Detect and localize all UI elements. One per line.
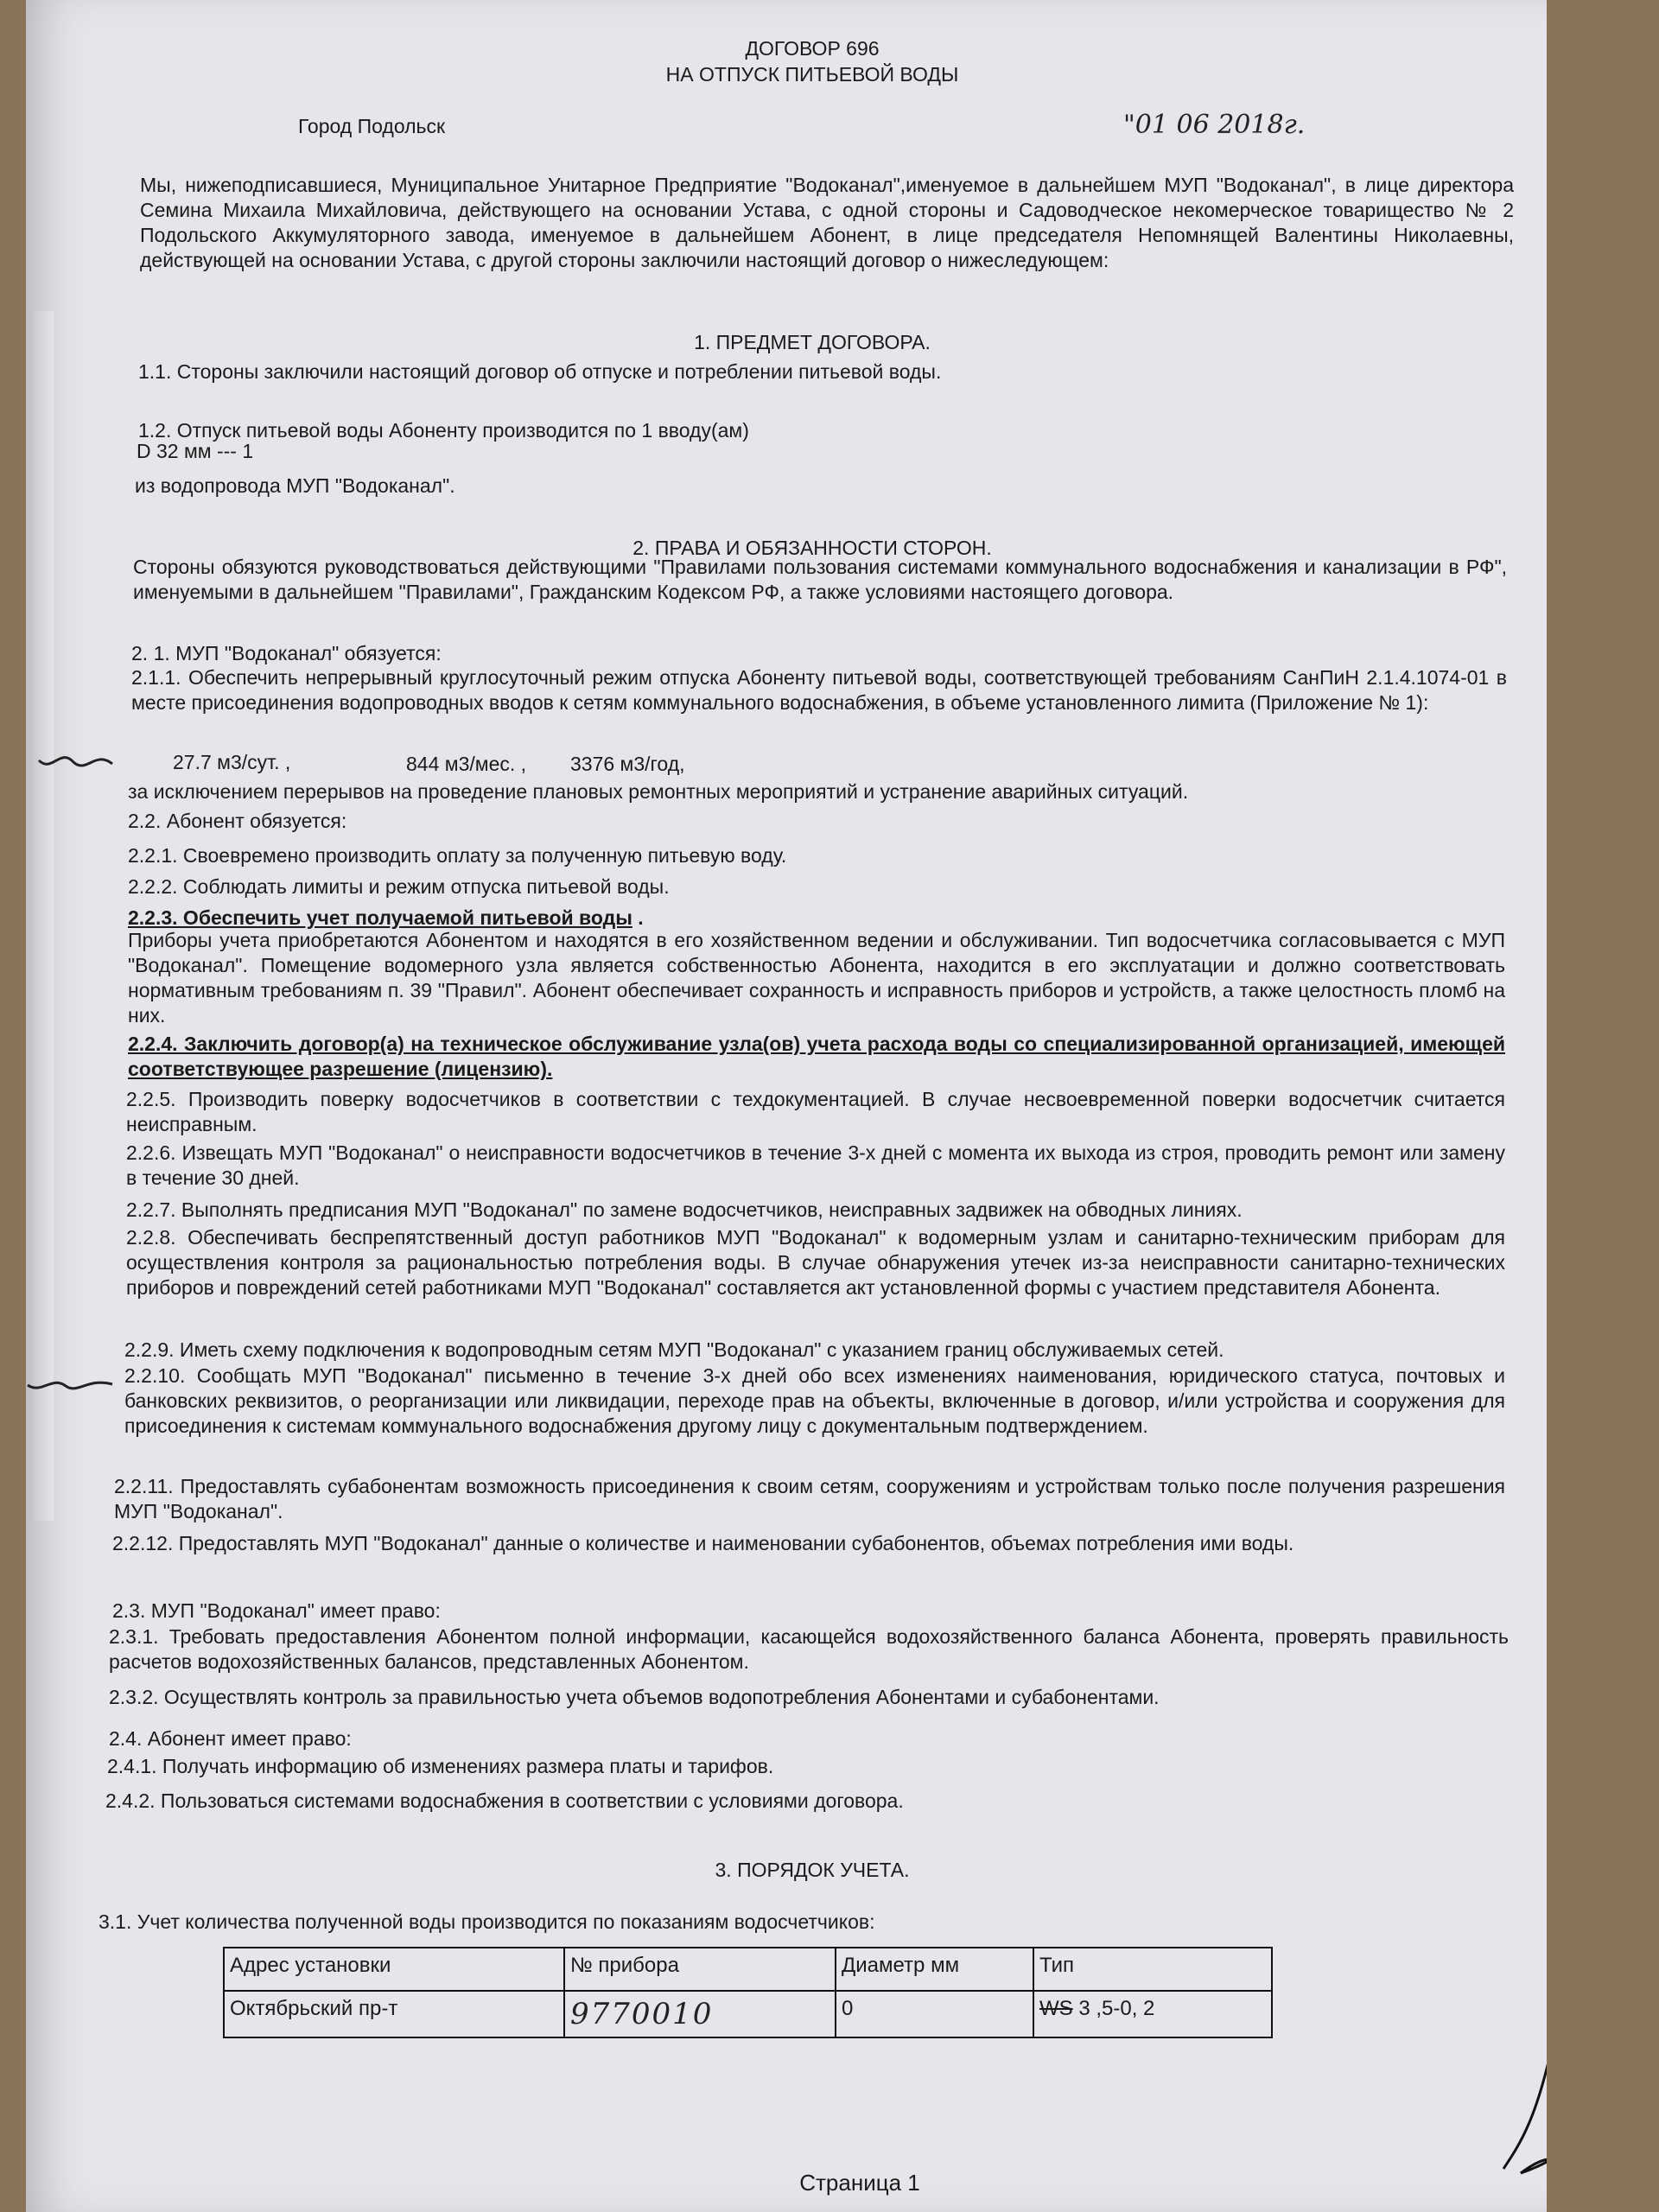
clause-2-3-1: 2.3.1. Требовать предоставления Абонентом полной информации, касающейся водохозяйственного баланса Абонента, проверять правильность расчетов водохозяйственных балансов, представленных Абонентом.: [109, 1625, 1509, 1673]
table-cell: [1033, 1991, 1272, 2037]
table-header-cell: Адрес установки: [224, 1948, 564, 1991]
struck-type-text: WS: [1039, 1997, 1073, 2020]
clause-2-4-2: 2.4.2. Пользоваться системами водоснабжения в соответствии с условиями договора.: [105, 1789, 904, 1812]
meter-type: 3 ,5-0, 2: [1078, 1997, 1155, 2020]
table-cell: 0: [836, 1991, 1033, 2037]
water-source: из водопровода МУП "Водоканал".: [135, 474, 455, 497]
contract-title: ДОГОВОР 696: [745, 37, 880, 60]
clause-3-1: 3.1. Учет количества полученной воды производится по показаниям водосчетчиков:: [99, 1910, 875, 1933]
clause-2-2-1: 2.2.1. Своевремено производить оплату за полученную питьевую воду.: [128, 844, 787, 867]
clause-2-2: 2.2. Абонент обязуется:: [128, 810, 347, 832]
table-header-cell: Диаметр мм: [836, 1948, 1033, 1991]
clause-2-2-5: 2.2.5. Производить поверку водосчетчиков в соответствии с техдокументацией. В случае несвоевременной поверки водосчетчик считается неисправным.: [126, 1088, 1505, 1135]
clause-1-1: 1.1. Стороны заключили настоящий договор об отпуске и потреблении питьевой воды.: [138, 360, 942, 383]
handwritten-date: "01 06 2018г.: [1123, 110, 1306, 140]
section2-intro: Стороны обязуются руководствоваться действующими "Правилами пользования системами коммунального водоснабжения и канализации в РФ", именуемыми в дальнейшем "Правилами", Гражданским Кодексом РФ, а также условиями настоящего договора.: [133, 556, 1507, 603]
clause-2-2-11: 2.2.11. Предоставлять субабонентам возможность присоединения к своим сетям, сооружениям и устройствам только после получения разрешения МУП "Водоканал".: [114, 1475, 1505, 1522]
clause-2-2-3-dot: .: [632, 906, 644, 929]
clause-2-3-2: 2.3.2. Осуществлять контроль за правильностью учета объемов водопотребления Абонентами и субабонентами.: [109, 1686, 1160, 1708]
margin-mark-icon: [35, 743, 130, 778]
meters-table: [223, 1947, 1273, 2038]
intro-paragraph: Мы, нижеподписавшиеся, Муниципальное Унитарное Предприятие "Водоканал",именуемое в дальнейшем МУП "Водоканал", в лице директора Семина Михаила Михайловича, действующего на основании Устава, с одной стороны и Садоводческое некомерческое товарищество № 2 Подольского Аккумуляторного завода, именуемое в дальнейшем Абонент, в лице председателя Непомнящей Валентины Николаевны, действующей на основании Устава, с другой стороны заключили настоящий договор о нижеследующем:: [140, 174, 1514, 271]
clause-2-1: 2. 1. МУП "Водоканал" обязуется:: [131, 642, 442, 664]
contract-subtitle: НА ОТПУСК ПИТЬЕВОЙ ВОДЫ: [665, 63, 959, 86]
paper-fold: [33, 311, 54, 1521]
clause-2-2-3-body: Приборы учета приобретаются Абонентом и находятся в его хозяйственном ведении и обслуживании. Тип водосчетчика согласовывается с МУП "Водоканал". Помещение водомерного узла является собственностью Абонента, находится в его эксплуатации и должно соответствовать нормативным требованиям п. 39 "Правил". Абонент обеспечивает сохранность и исправность приборов и устройств, а также целостность пломб на них.: [128, 929, 1505, 1027]
clause-2-2-3-title: 2.2.3. Обеспечить учет получаемой питьевой воды: [128, 906, 632, 929]
except-clause: за исключением перерывов на проведение плановых ремонтных мероприятий и устранение аварийных ситуаций.: [128, 780, 1189, 803]
margin-mark-icon: [26, 1372, 121, 1398]
page-number: Страница 1: [799, 2170, 920, 2196]
table-header-cell: Тип: [1033, 1948, 1272, 1991]
clause-2-3: 2.3. МУП "Водоканал" имеет право:: [112, 1599, 441, 1622]
table-row: [224, 1991, 1272, 2037]
table-cell: [564, 1991, 836, 2037]
table-header-row: [224, 1948, 1272, 1991]
clause-2-2-10: 2.2.10. Сообщать МУП "Водоканал" письменно в течение 3-х дней обо всех изменениях наименования, юридического статуса, почтовых и банковских реквизитов, о реорганизации или ликвидации, переходе прав на объекты, включенные в договор, и/или устройства и сооружения для присоединения к системам коммунального водоснабжения другому лицу с документальным подтверждением.: [124, 1364, 1505, 1437]
signature-icon: [1486, 2013, 1547, 2186]
section3-heading: 3. ПОРЯДОК УЧЕТА.: [715, 1859, 910, 1881]
clause-1-2: 1.2. Отпуск питьевой воды Абоненту производится по 1 вводу(ам): [138, 419, 749, 442]
clause-2-2-12: 2.2.12. Предоставлять МУП "Водоканал" данные о количестве и наименовании субабонентов, объемах потребления ими воды.: [112, 1532, 1294, 1554]
meter-number-handwritten: 9770010: [570, 1997, 714, 2031]
clause-2-2-8: 2.2.8. Обеспечивать беспрепятственный доступ работников МУП "Водоканал" к водомерным узлам и санитарно-техническим приборам для осуществления контроля за рациональностью потребления воды. В случае обнаружения утечек из-за неисправности санитарно-технических приборов и повреждений сетей работниками МУП "Водоканал" составляется акт установленной формы с участием представителя Абонента.: [126, 1226, 1505, 1299]
clause-2-2-4: 2.2.4. Заключить договор(а) на техническое обслуживание узла(ов) учета расхода воды со специализированной организацией, имеющей соответствующее разрешение (лицензию).: [128, 1033, 1505, 1080]
input-diameter: D 32 мм --- 1: [137, 440, 254, 462]
limit-per-day: 27.7 м3/сут. ,: [173, 751, 291, 773]
clause-2-2-6: 2.2.6. Извещать МУП "Водоканал" о неисправности водосчетчиков в течение 3-х дней с момента их выхода из строя, проводить ремонт или замену в течение 30 дней.: [126, 1141, 1505, 1189]
limit-per-year: 3376 м3/год,: [570, 753, 685, 775]
clause-2-1-1: 2.1.1. Обеспечить непрерывный круглосуточный режим отпуска Абоненту питьевой воды, соответствующей требованиям СанПиН 2.1.4.1074-01 в месте присоединения водопроводных вводов к сетям коммунального водоснабжения, в объеме установленного лимита (Приложение № 1):: [131, 666, 1507, 714]
table-header-cell: № прибора: [564, 1948, 836, 1991]
clause-2-2-7: 2.2.7. Выполнять предписания МУП "Водоканал" по замене водосчетчиков, неисправных задвижек на обводных линиях.: [126, 1198, 1243, 1221]
clause-2-2-9: 2.2.9. Иметь схему подключения к водопроводным сетям МУП "Водоканал" с указанием границ обслуживаемых сетей.: [124, 1338, 1224, 1361]
section2-heading: 2. ПРАВА И ОБЯЗАННОСТИ СТОРОН.: [632, 537, 992, 559]
clause-2-2-2: 2.2.2. Соблюдать лимиты и режим отпуска питьевой воды.: [128, 875, 670, 898]
clause-2-4-1: 2.4.1. Получать информацию об изменениях размера платы и тарифов.: [107, 1755, 774, 1777]
document-page: [26, 0, 1547, 2212]
section1-heading: 1. ПРЕДМЕТ ДОГОВОРА.: [694, 331, 931, 353]
limit-per-month: 844 м3/мес. ,: [406, 753, 527, 775]
table-cell: Октябрьский пр-т: [224, 1991, 564, 2037]
city: Город Подольск: [298, 115, 446, 137]
clause-2-2-3-heading: [128, 906, 644, 931]
clause-2-4: 2.4. Абонент имеет право:: [109, 1727, 352, 1750]
